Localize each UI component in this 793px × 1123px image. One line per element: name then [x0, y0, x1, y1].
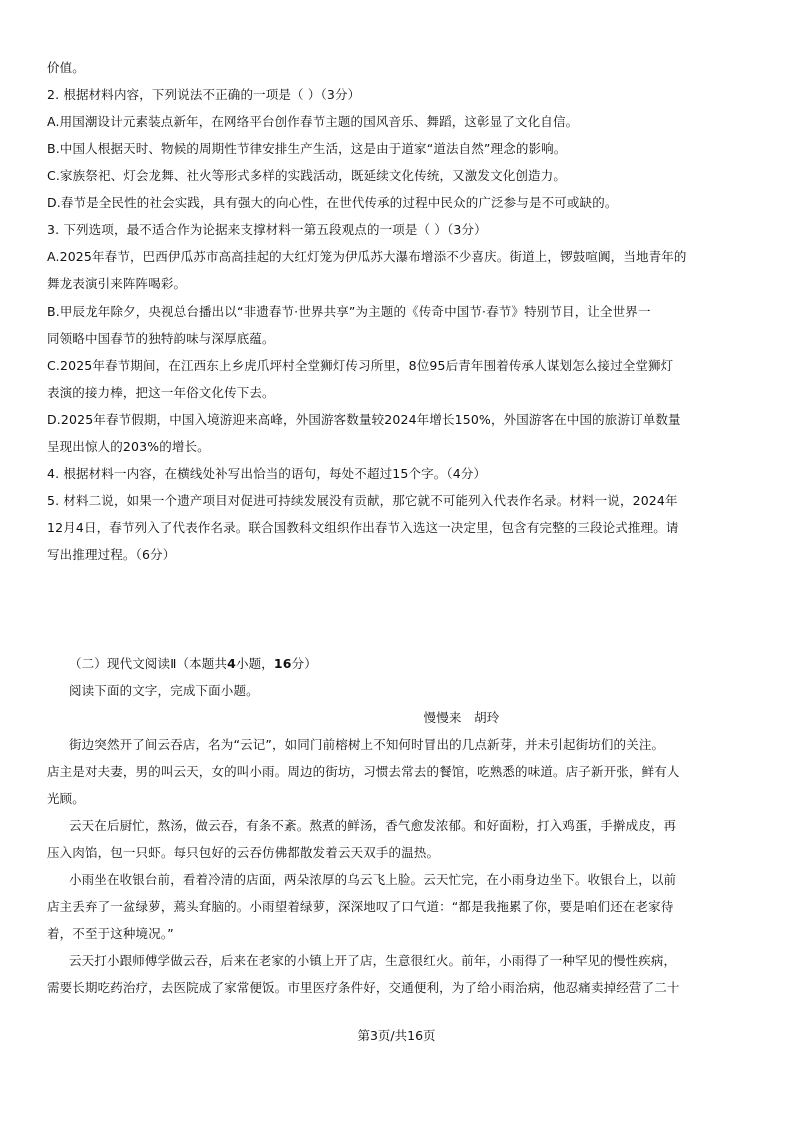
option-3a: A.2025年春节，巴西伊瓜苏市高高挂起的大红灯笼为伊瓜苏大瀑布增添不少喜庆。街道上，锣鼓喧阗，当地青年的 — [47, 249, 687, 264]
story-line: 着，不至于这种境况。” — [47, 926, 174, 941]
option-2a: A.用国潮设计元素装点新年，在网络平台创作春节主题的国风音乐、舞蹈，这彰显了文化自信。 — [47, 114, 579, 129]
story-line: 光顾。 — [47, 791, 85, 806]
page-footer: 第3页/共16页 — [357, 1028, 436, 1043]
option-2b: B.中国人根据天时、物候的周期性节律安排生产生活，这是由于道家“道法自然”理念的影响。 — [47, 141, 567, 156]
question-5-cont: 12月4日，春节列入了代表作名录。联合国教科文组织作出春节入选这一决定里，包含有完整的三段论式推理。请 — [47, 520, 679, 535]
story-line: 店主丢弃了一盆绿萝，蔫头耷脑的。小雨望着绿萝，深深地叹了口气道：“都是我拖累了你，要是咱们还在老家待 — [47, 899, 674, 914]
story-paragraph: 街边突然开了间云吞店，名为“云记”，如同门前榕树上不知何时冒出的几点新芽，并未引起街坊们的关注。 — [69, 737, 665, 752]
question-5-cont2: 写出推理过程。（6分） — [47, 547, 176, 562]
option-3b-cont: 同领略中国春节的独特韵味与深厚底蕴。 — [47, 331, 275, 346]
story-line: 店主是对夫妻，男的叫云天，女的叫小雨。周边的街坊，习惯去常去的餐馆，吃熟悉的味道。店子新开张，鲜有人 — [47, 764, 680, 779]
story-paragraph: 云天在后厨忙，熬汤，做云吞，有条不紊。熬煮的鲜汤，香气愈发浓郁。和好面粉，打入鸡蛋，手擀成皮，再 — [69, 818, 677, 833]
story-line: 压入肉馅，包一只虾。每只包好的云吞仿佛都散发着云天双手的温热。 — [47, 845, 440, 860]
option-2d: D.春节是全民性的社会实践，具有强大的向心性，在世代传承的过程中民众的广泛参与是不可或缺的。 — [47, 195, 618, 210]
question-3: 3. 下列选项，最不适合作为论据来支撑材料一第五段观点的一项是（ ）（3分） — [47, 222, 487, 237]
option-3c-cont: 表演的接力棒，把这一年俗文化传下去。 — [47, 385, 275, 400]
option-2c: C.家族祭祀、灯会龙舞、社火等形式多样的实践活动，既延续文化传统，又激发文化创造力。 — [47, 168, 567, 183]
option-3d-cont: 呈现出惊人的203%的增长。 — [47, 439, 210, 454]
story-line: 需要长期吃药治疗，去医院成了家常便饭。市里医疗条件好，交通便利，为了给小雨治病，他忍痛卖掉经营了二十 — [47, 980, 680, 995]
question-2: 2. 根据材料内容，下列说法不正确的一项是（ ）（3分） — [47, 87, 361, 102]
option-3c: C.2025年春节期间，在江西东上乡虎爪坪村全堂狮灯传习所里，8位95后青年围着传承人谋划怎么接过全堂狮灯 — [47, 358, 674, 373]
question-4: 4. 根据材料一内容，在横线处补写出恰当的语句，每处不超过15个字。（4分） — [47, 466, 487, 481]
section-heading: （二）现代文阅读Ⅱ（本题共4小题，16分） — [69, 656, 317, 671]
story-paragraph: 小雨坐在收银台前，看着冷清的店面，两朵浓厚的乌云飞上脸。云天忙完，在小雨身边坐下。收银台上，以前 — [69, 872, 677, 887]
question-5: 5. 材料二说，如果一个遗产项目对促进可持续发展没有贡献，那它就不可能列入代表作名录。材料一说，2024年 — [47, 493, 678, 508]
story-title: 慢慢来 胡玲 — [423, 710, 500, 725]
text-line: 价值。 — [47, 60, 85, 75]
option-3a-cont: 舞龙表演引来阵阵喝彩。 — [47, 276, 187, 291]
option-3d: D.2025年春节假期，中国入境游迎来高峰，外国游客数量较2024年增长150%，外国游客在中国的旅游订单数量 — [47, 412, 681, 427]
instruction: 阅读下面的文字，完成下面小题。 — [69, 683, 259, 698]
story-paragraph: 云天打小跟师傅学做云吞，后来在老家的小镇上开了店，生意很红火。前年，小雨得了一种罕见的慢性疾病， — [69, 953, 677, 968]
option-3b: B.甲辰龙年除夕，央视总台播出以“非遗春节·世界共享”为主题的《传奇中国节·春节》特别节目，让全世界一 — [47, 304, 651, 319]
